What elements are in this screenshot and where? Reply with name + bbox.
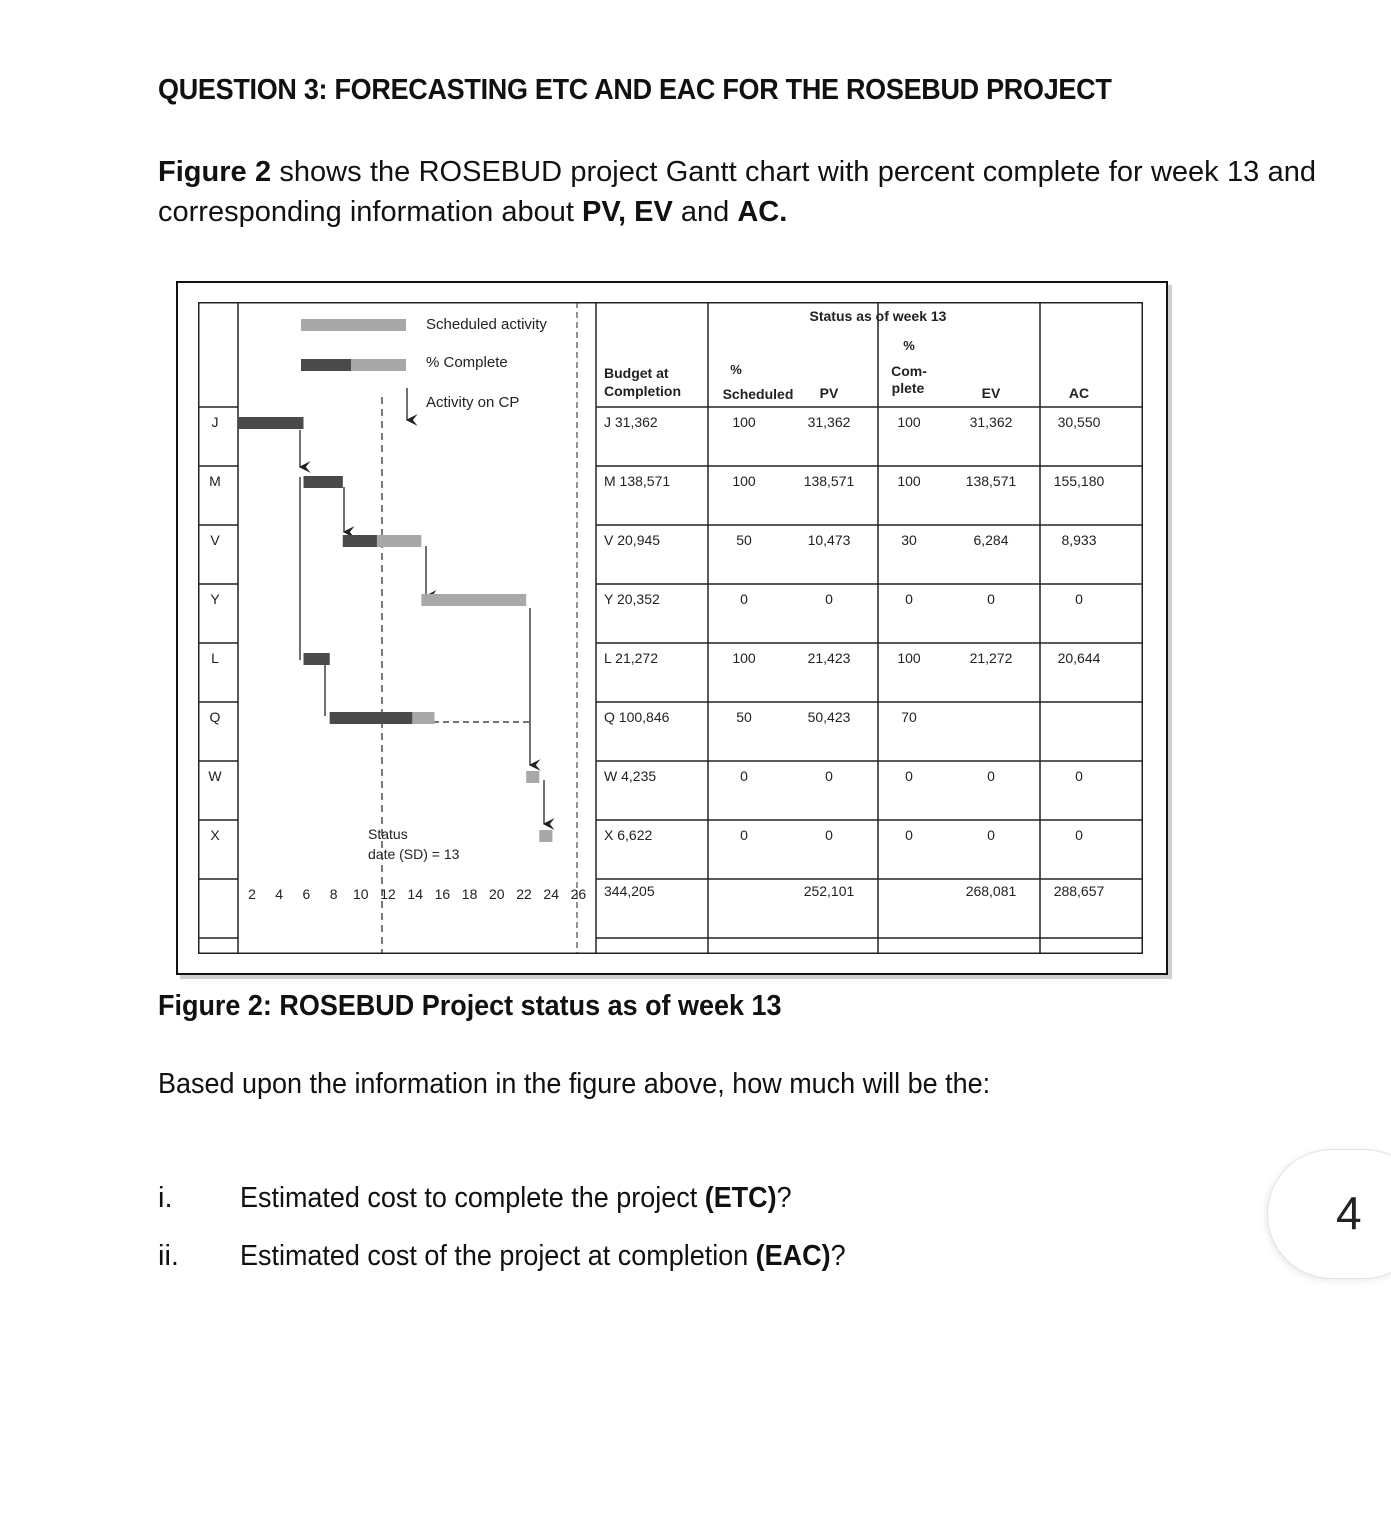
- gantt-status-figure: [198, 302, 1143, 954]
- week-tick-label: 6: [302, 886, 311, 902]
- gantt-bars: [238, 417, 552, 842]
- week-tick-label: 20: [489, 886, 505, 902]
- header-budget-line2: Completion: [604, 383, 681, 399]
- cell-ev: 0: [987, 768, 995, 784]
- etc-abbreviation: (ETC): [704, 1182, 777, 1214]
- cell-budget: L 21,272: [604, 650, 658, 666]
- question-text-eac: Estimated cost of the project at completion (EAC)?: [240, 1240, 846, 1272]
- status-date-line2: date (SD) = 13: [368, 846, 460, 862]
- cell-pv: 10,473: [807, 532, 851, 548]
- cell-pv: 50,423: [807, 709, 851, 725]
- cell-ev: 0: [987, 827, 995, 843]
- cell-ac: 155,180: [1053, 473, 1105, 489]
- scheduled-bar-W: [526, 771, 539, 783]
- cell-pct_sched: 100: [732, 414, 756, 430]
- gantt-chart-svg: [198, 302, 1143, 954]
- legend-complete-label: % Complete: [426, 354, 508, 371]
- week-tick-label: 16: [434, 886, 451, 902]
- complete-bar-Q: [330, 712, 413, 724]
- legend-complete-light-swatch: [351, 359, 406, 371]
- scheduled-bar-X: [539, 830, 552, 842]
- activity-id-label: Y: [210, 591, 220, 607]
- status-date-line1: Status: [368, 826, 408, 842]
- cell-ac: 30,550: [1057, 414, 1101, 430]
- legend-scheduled-label: Scheduled activity: [426, 316, 547, 333]
- intro-text-b: and: [672, 196, 738, 228]
- cell-pv: 0: [825, 827, 833, 843]
- page-number-badge[interactable]: [1268, 1150, 1391, 1278]
- week-tick-label: 14: [407, 886, 423, 902]
- intro-ac: AC.: [737, 196, 788, 228]
- intro-paragraph: [158, 152, 1316, 232]
- cell-pct_sched: 50: [736, 709, 752, 725]
- cell-pv: 0: [825, 768, 833, 784]
- complete-bar-J: [238, 417, 304, 429]
- activity-id-label: Q: [209, 709, 221, 725]
- week-tick-label: 26: [570, 886, 587, 902]
- cell-budget: X 6,622: [604, 827, 653, 843]
- total-pv: 252,101: [803, 883, 855, 899]
- eac-abbreviation: (EAC): [755, 1240, 831, 1272]
- legend-cp-label: Activity on CP: [426, 394, 520, 411]
- week-tick-label: 18: [461, 886, 478, 902]
- cell-ev: 21,272: [969, 650, 1013, 666]
- question-number: i.: [158, 1182, 173, 1214]
- week-tick-label: 22: [516, 886, 532, 902]
- cell-pct_comp: 100: [897, 414, 921, 430]
- cell-ac: 0: [1075, 827, 1083, 843]
- cell-pct_sched: 100: [732, 650, 756, 666]
- activity-id-label: V: [210, 532, 220, 548]
- activity-id-label: M: [209, 473, 221, 489]
- complete-bar-V: [343, 535, 377, 547]
- complete-bar-M: [304, 476, 343, 488]
- question-heading: QUESTION 3: FORECASTING ETC AND EAC FOR THE ROSEBUD PROJECT: [158, 74, 1112, 106]
- header-pv: PV: [819, 385, 839, 401]
- cell-budget: Q 100,846: [604, 709, 670, 725]
- cell-pct_comp: 100: [897, 473, 921, 489]
- header-ev: EV: [981, 385, 1001, 401]
- header-ac: AC: [1068, 385, 1090, 401]
- intro-pv-ev: PV, EV: [581, 196, 673, 228]
- cell-pv: 138,571: [803, 473, 855, 489]
- week-tick-label: 2: [248, 886, 256, 902]
- cell-ac: 20,644: [1057, 650, 1101, 666]
- scheduled-bar-Y: [421, 594, 526, 606]
- cell-ac: 0: [1075, 768, 1083, 784]
- cell-pct_sched: 0: [740, 768, 748, 784]
- week-tick-label: 24: [543, 886, 559, 902]
- question-prompt: Based upon the information in the figure above, how much will be the:: [158, 1068, 991, 1100]
- header-pct-sched-line2: Scheduled: [722, 386, 794, 402]
- cell-pct_comp: 70: [901, 709, 917, 725]
- table-cells: [208, 414, 1104, 899]
- precedence-links: [300, 430, 544, 824]
- total-ac: 288,657: [1053, 883, 1105, 899]
- cell-ac: 8,933: [1061, 532, 1097, 548]
- cell-pct_comp: 0: [905, 591, 913, 607]
- intro-text-a: shows the ROSEBUD project Gantt chart with percent complete for week 13 and corresponding information about: [158, 156, 1316, 228]
- total-budget: 344,205: [604, 883, 655, 899]
- cell-budget: J 31,362: [604, 414, 658, 430]
- cell-ev: 31,362: [969, 414, 1013, 430]
- cell-pv: 21,423: [807, 650, 851, 666]
- question-text-etc: Estimated cost to complete the project (ETC)?: [240, 1182, 792, 1214]
- cell-budget: W 4,235: [604, 768, 657, 784]
- figure-reference: Figure 2: [158, 156, 272, 188]
- question-number: ii.: [158, 1240, 179, 1272]
- cell-pct_sched: 0: [740, 827, 748, 843]
- page-number: 4: [1336, 1187, 1362, 1239]
- header-pct-sched-line1: %: [730, 362, 742, 377]
- total-ev: 268,081: [965, 883, 1017, 899]
- week-tick-label: 4: [275, 886, 284, 902]
- cell-pv: 31,362: [807, 414, 851, 430]
- cell-budget: M 138,571: [604, 473, 671, 489]
- activity-id-label: J: [211, 414, 219, 430]
- cell-pct_comp: 0: [905, 768, 913, 784]
- cell-pv: 0: [825, 591, 833, 607]
- figure-outer-border: [199, 303, 1143, 954]
- cell-pct_comp: 100: [897, 650, 921, 666]
- header-budget-line1: Budget at: [604, 365, 669, 381]
- week-axis: [248, 886, 586, 902]
- cell-pct_comp: 0: [905, 827, 913, 843]
- activity-id-label: W: [208, 768, 222, 784]
- figure-caption: Figure 2: ROSEBUD Project status as of week 13: [158, 990, 782, 1022]
- header-pct-comp-line1: %: [903, 338, 915, 353]
- status-week-label: Status as of week 13: [809, 308, 947, 324]
- complete-bar-L: [304, 653, 330, 665]
- cell-pct_sched: 50: [736, 532, 752, 548]
- week-tick-label: 12: [380, 886, 396, 902]
- cell-ac: 0: [1075, 591, 1083, 607]
- activity-id-label: X: [210, 827, 220, 843]
- header-pct-comp-line2: Com-: [891, 363, 927, 379]
- cell-budget: Y 20,352: [604, 591, 660, 607]
- cell-ev: 0: [987, 591, 995, 607]
- cell-pct_sched: 100: [732, 473, 756, 489]
- legend-complete-dark-swatch: [301, 359, 351, 371]
- cell-pct_comp: 30: [901, 532, 917, 548]
- cell-budget: V 20,945: [604, 532, 661, 548]
- cell-pct_sched: 0: [740, 591, 748, 607]
- legend-scheduled-swatch: [301, 319, 406, 331]
- header-pct-comp-line3: plete: [891, 380, 925, 396]
- cell-ev: 138,571: [965, 473, 1017, 489]
- week-tick-label: 8: [329, 886, 338, 902]
- activity-id-label: L: [211, 650, 219, 666]
- week-tick-label: 10: [353, 886, 369, 902]
- cell-ev: 6,284: [973, 532, 1009, 548]
